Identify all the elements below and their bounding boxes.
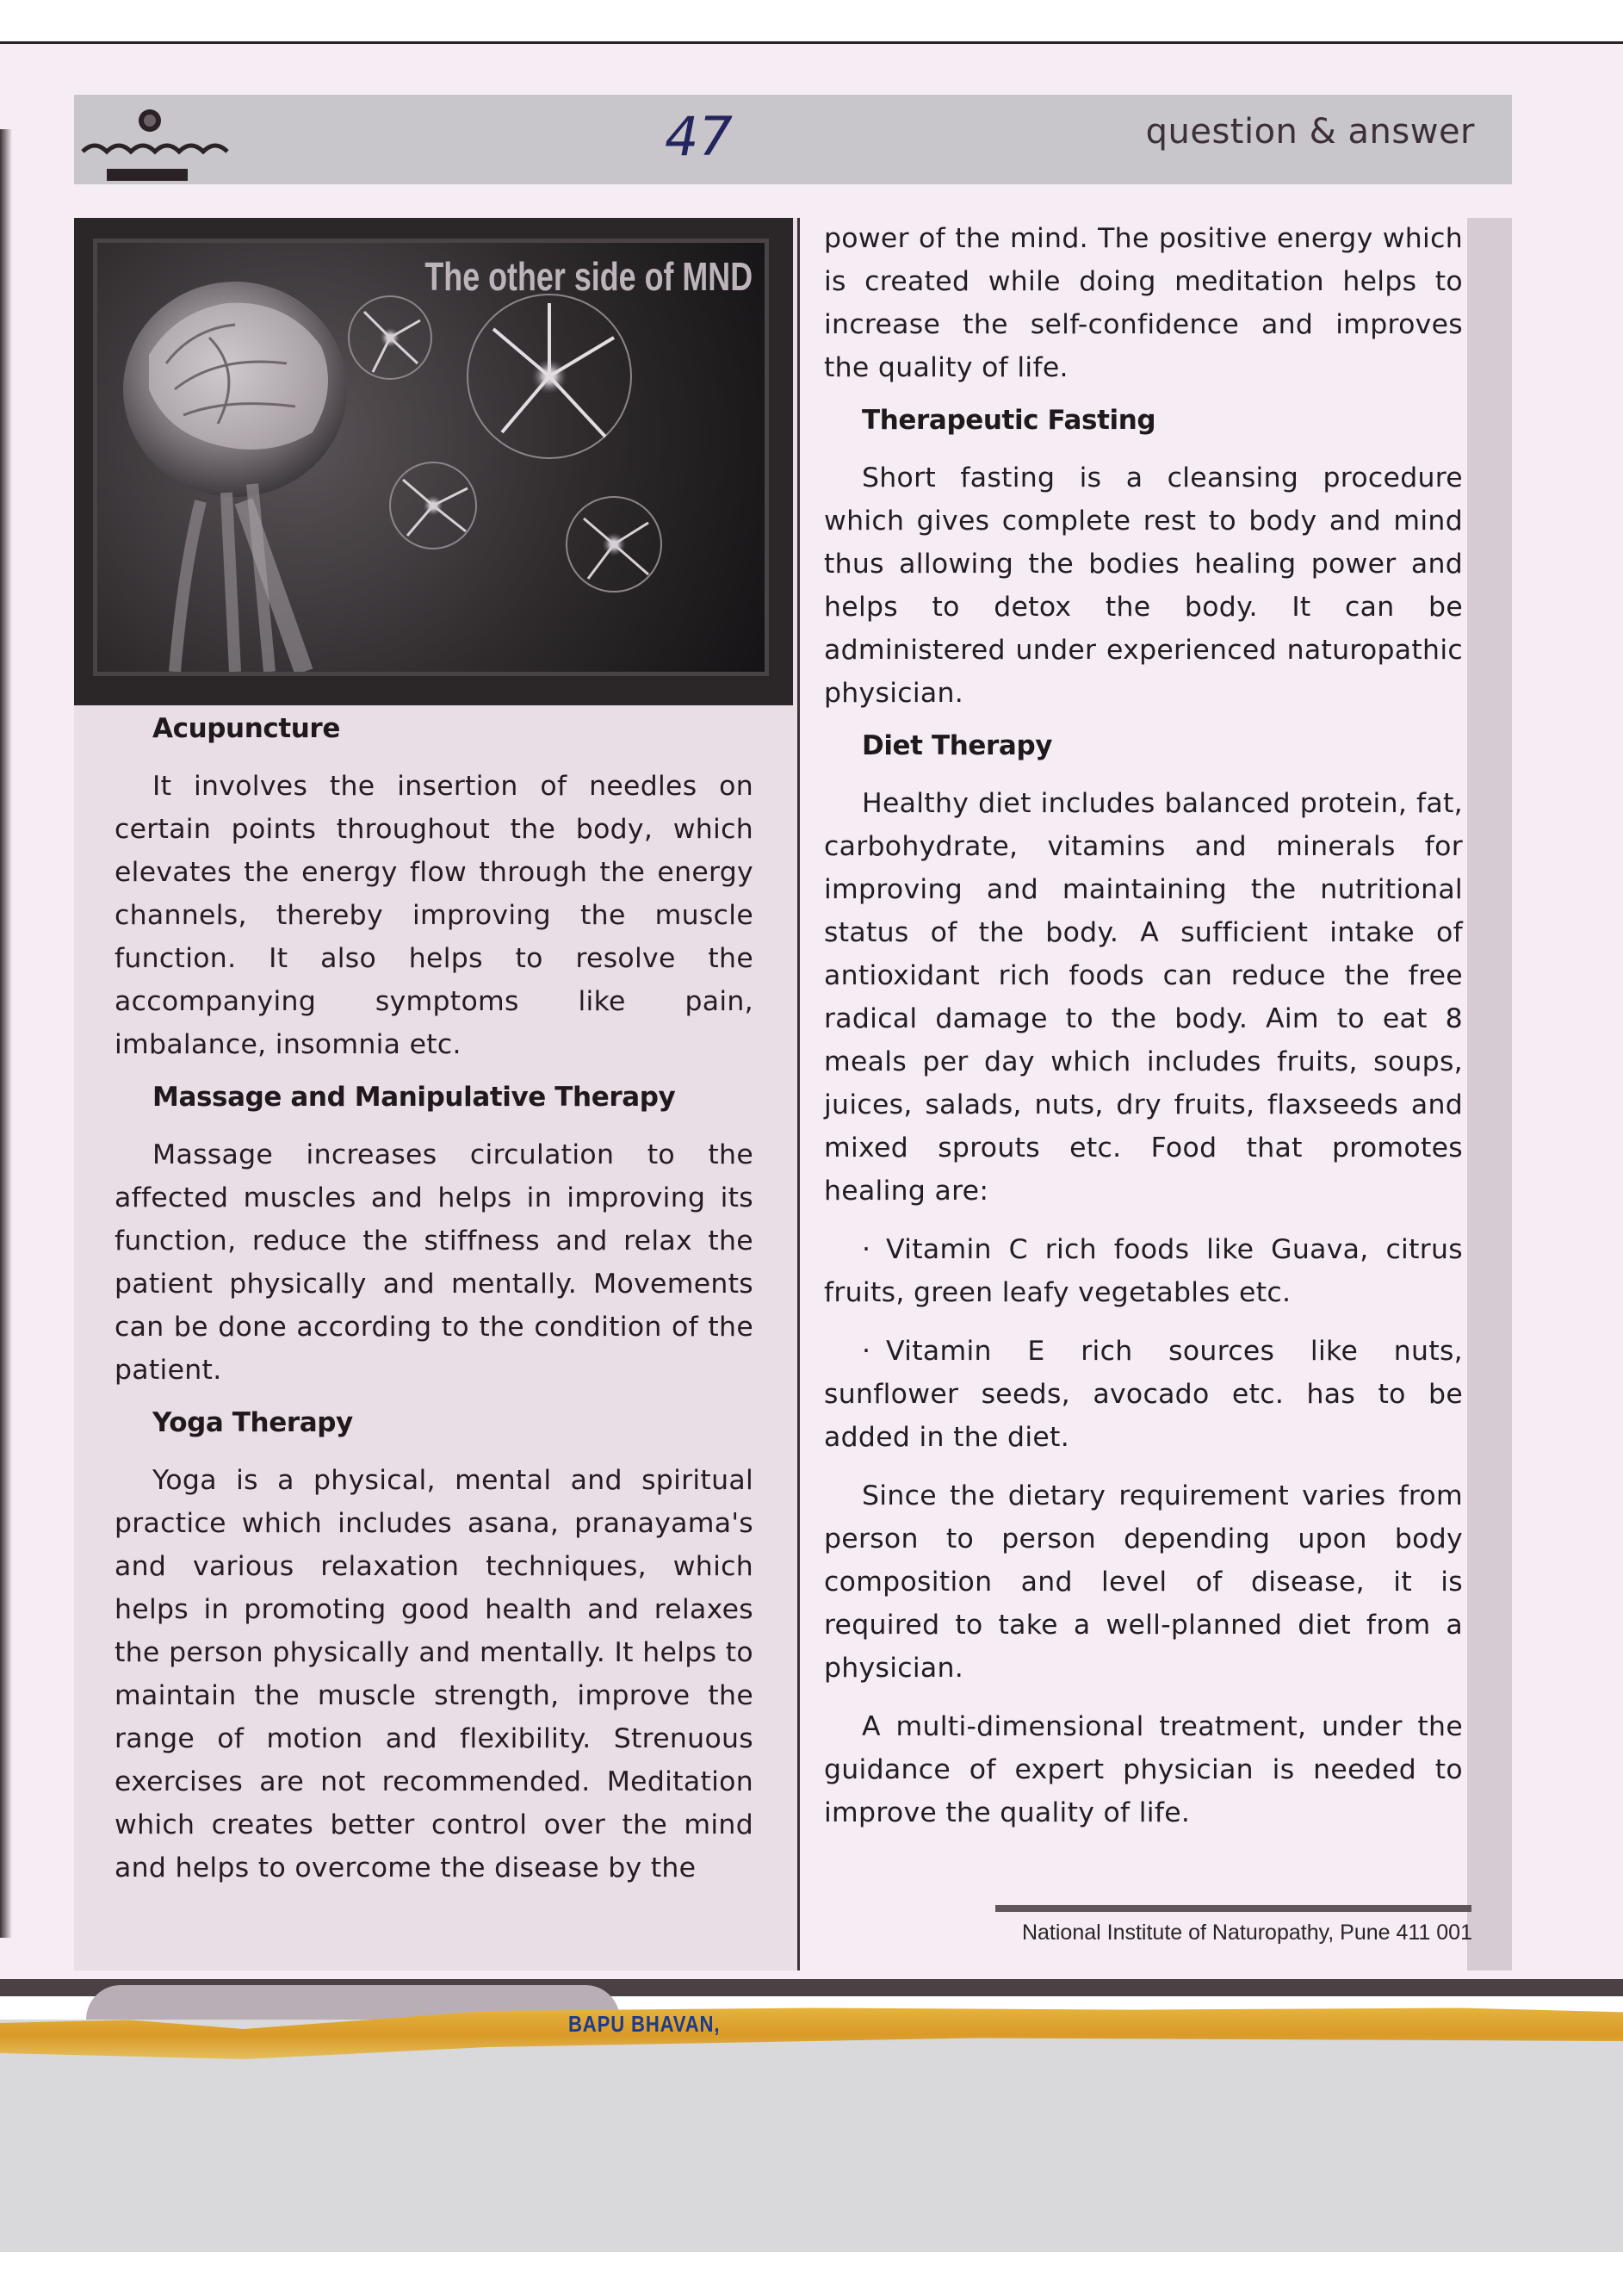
footer-rule — [995, 1905, 1471, 1912]
acupuncture-paragraph: It involves the insertion of needles on certain points throughout the body, which elevates the energy flow through the energy channels, thereby improving the muscle function. It also helps to resolve the accompanying symptoms like pain, imbalance, insomnia etc. — [115, 771, 753, 1060]
vitamin-e-item: Vitamin E rich sources like nuts, sunflower seeds, avocado etc. has to be added in the diet. — [824, 1336, 1463, 1453]
article-figure — [74, 218, 793, 705]
column-divider — [797, 218, 800, 1970]
list-item — [824, 1330, 1463, 1459]
massage-paragraph: Massage increases circulation to the affected muscles and helps in improving its function, reduce the stiffness and relax the patient physically and mentally. Movements can be done according to the condition of the patient. — [115, 1139, 753, 1386]
logo-icon — [77, 102, 232, 188]
acupuncture-heading: Acupuncture — [152, 713, 340, 744]
bullet-icon: · — [862, 1336, 871, 1367]
torn-strip-text: BAPU BHAVAN, — [568, 2011, 721, 2037]
footer-institute: National Institute of Naturopathy, Pune 411 001 — [1021, 1921, 1472, 1945]
conclusion-paragraph: A multi-dimensional treatment, under the guidance of expert physician is needed to improve the quality of life. — [824, 1711, 1463, 1828]
left-column — [115, 713, 753, 1890]
diet-heading: Diet Therapy — [862, 730, 1053, 761]
right-margin-strip — [1467, 218, 1512, 1970]
yoga-paragraph: Yoga is a physical, mental and spiritual practice which includes asana, pranayama's and various relaxation techniques, which helps in promoting good health and relaxes the person physically and mentally. It helps to maintain the muscle strength, improve the range of motion and flexibility. Strenuous exercises are not recommended. Meditation which creates better control over the mind and helps to overcome the disease by the — [115, 1465, 753, 1883]
section-label: question & answer — [1145, 112, 1475, 152]
scan-shadow — [0, 129, 12, 1938]
bullet-icon: · — [862, 1234, 871, 1265]
figure-title: The other side of MND — [424, 254, 753, 299]
massage-heading: Massage and Manipulative Therapy — [152, 1082, 676, 1113]
list-item — [824, 1228, 1463, 1314]
handwritten-page-number — [654, 102, 766, 171]
requirement-paragraph: Since the dietary requirement varies from person to person depending upon body composition and level of disease, it is required to take a well-planned diet from a physician. — [824, 1480, 1463, 1684]
scan-edge — [0, 2256, 1623, 2296]
fasting-paragraph: Short fasting is a cleansing procedure which gives complete rest to body and mind thus allowing the bodies healing power and helps to detox the body. It can be administered under experienced naturopathic physician. — [824, 462, 1463, 709]
right-column — [824, 217, 1463, 1834]
fasting-heading: Therapeutic Fasting — [862, 405, 1156, 436]
brain-neuron-illustration — [97, 243, 765, 672]
figure-frame — [93, 239, 769, 676]
svg-text:47: 47 — [665, 105, 733, 168]
yoga-heading: Yoga Therapy — [152, 1407, 353, 1438]
vitamin-c-item: Vitamin C rich foods like Guava, citrus fruits, green leafy vegetables etc. — [824, 1234, 1463, 1308]
diet-paragraph: Healthy diet includes balanced protein, fat, carbohydrate, vitamins and minerals for improving and maintaining the nutritional status of the body. A sufficient intake of antioxidant rich foods can reduce the free radical damage to the body. Aim to eat 8 meals per day which includes fruits, soups, juices, salads, nuts, dry fruits, flaxseeds and mixed sprouts etc. Food that promotes healing are: — [824, 788, 1463, 1207]
continued-paragraph: power of the mind. The positive energy which is created while doing meditation helps to increase the self-confidence and improves the quality of life. — [824, 223, 1463, 383]
